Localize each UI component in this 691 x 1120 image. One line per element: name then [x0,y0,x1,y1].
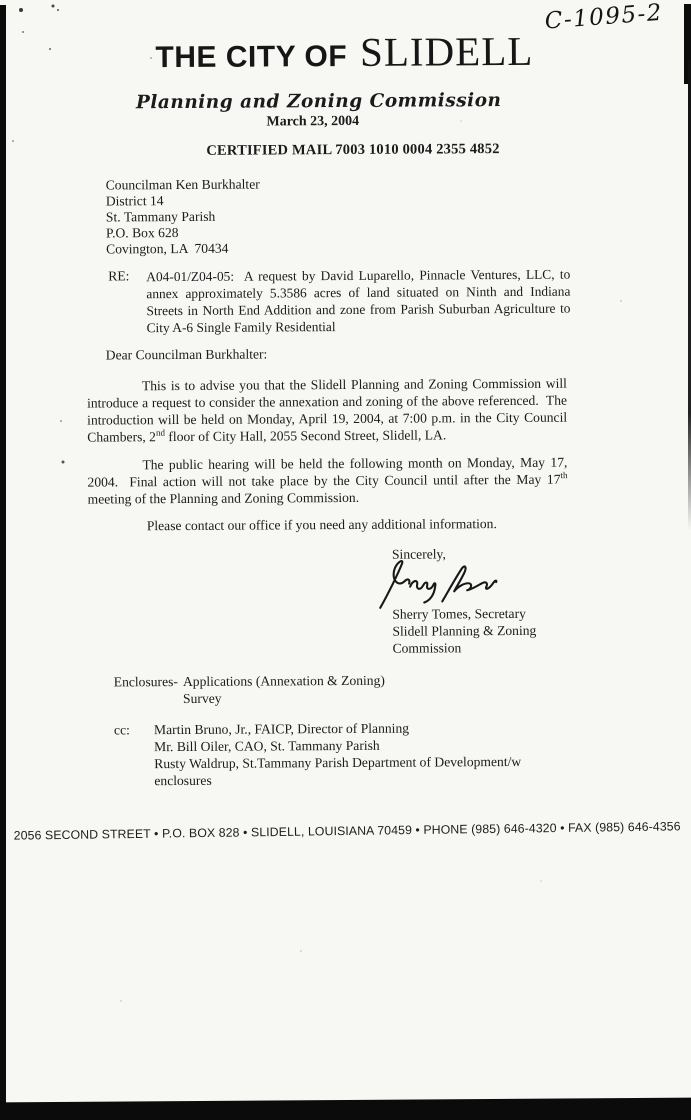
cc-item: enclosures [154,772,212,789]
cc-item: Martin Bruno, Jr., FAICP, Director of Planning [153,720,410,738]
signer-name: Sherry Tomes, Secretary [392,605,526,622]
recipient-line: Councilman Ken Burkhalter [105,176,260,193]
ordinal-superscript: nd [155,427,165,438]
scan-edge-left [0,5,6,1120]
enclosure-item: Applications (Annexation & Zoning) [182,672,385,689]
recipient-address-block [106,177,261,258]
cc-label: cc: [113,722,130,738]
enclosures-items [183,672,385,707]
recipient-line: Covington, LA 70434 [106,240,229,257]
signature-block [392,605,536,657]
handwritten-case-number: C-1095-2 [543,0,664,35]
closing-line: Sincerely, [391,546,446,562]
paragraph-text: The public hearing will be held the following month on Monday, May 17, 2004. Final action will not take place by the City Council until after the May 17 [87,454,571,490]
signer-org-line: Commission [392,640,462,656]
enclosure-item: Survey [182,690,222,706]
recipient-line: St. Tammany Parish [105,208,216,225]
cc-item: Rusty Waldrup, St.Tammany Parish Department of Development/w [154,753,522,772]
salutation: Dear Councilman Burkhalter: [105,346,268,363]
recipient-line: P.O. Box 628 [105,225,179,241]
body-paragraph-2 [87,454,571,508]
recipient-line: District 14 [105,193,164,209]
cc-block [114,719,521,789]
re-subject-text: A04-01/Z04-05: A request by David Luparello, Pinnacle Ventures, LLC, to annex approximately 5.3586 acres of land situated on Ninth and Indiana Streets in North End Addition and zone from Parish Suburban Agriculture to City A-6 Single Family Residential [146,266,574,336]
ordinal-superscript: th [560,470,568,481]
body-paragraph-1 [86,375,571,446]
scan-edge-bottom [0,1098,691,1120]
enclosures-label: Enclosures- [113,674,178,690]
paragraph-text: floor of City Hall, 2055 Second Street, Slidell, LA. [164,427,447,445]
letterhead-subtitle: Planning and Zoning Commission [135,90,502,114]
cc-item: Mr. Bill Oiler, CAO, St. Tammany Parish [154,737,380,755]
signer-org-line: Slidell Planning & Zoning [392,622,537,639]
letterhead-title-prefix: THE CITY OF [155,39,348,75]
re-label: RE: [108,268,130,284]
paragraph-text: meeting of the Planning and Zoning Commission. [87,471,571,507]
letter-date: March 23, 2004 [266,113,360,130]
letterhead-title [0,26,690,78]
certified-mail-line: CERTIFIED MAIL 7003 1010 0004 2355 4852 [206,141,500,159]
signature-handwriting [374,555,499,611]
footer-address-line: 2056 SECOND STREET • P.O. BOX 828 • SLIDELL, LOUISIANA 70459 • PHONE (985) 646-4320 • FAX (985) 646-4356 [13,819,681,843]
paragraph-text: This is to advise you that the Slidell Planning and Zoning Commission will introduce a request to consider the annexation and zoning of the above referenced. The introduction will be held on Monday, April 19, 2004, at 7:00 p.m. in the City Council Chambers, 2 [86,375,571,445]
letterhead-city-name: SLIDELL [359,27,534,75]
cc-items [154,719,521,789]
enclosures-block [114,672,385,708]
body-paragraph-3: Please contact our office if you need any additional information. [146,516,497,534]
